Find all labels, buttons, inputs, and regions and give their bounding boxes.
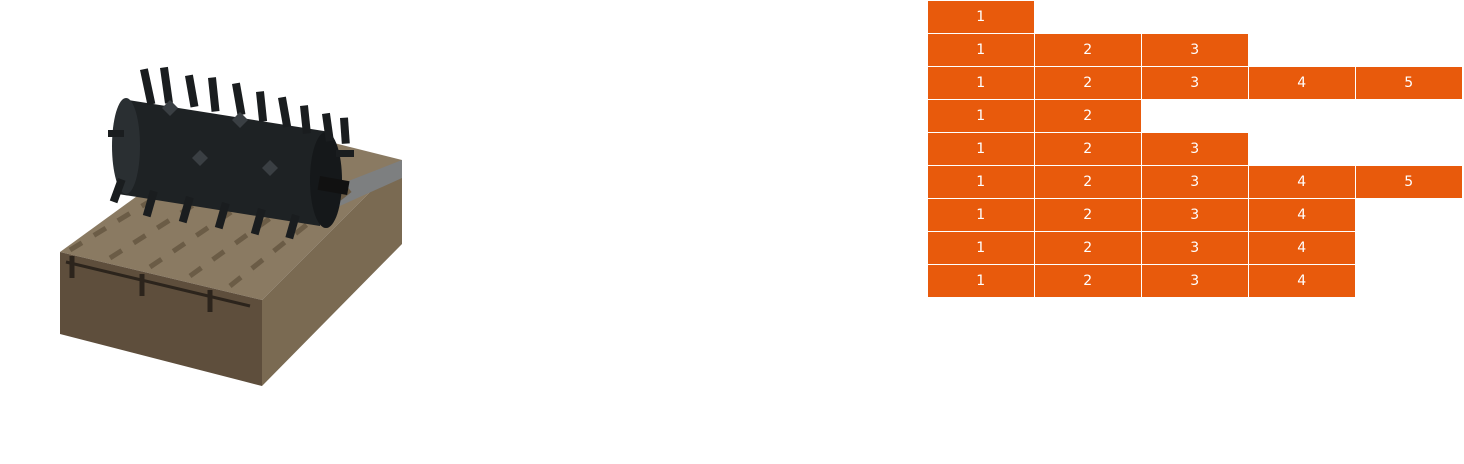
grid-row bbox=[928, 100, 1463, 132]
grid-cell: 3 bbox=[1142, 133, 1248, 165]
grid-cell: 2 bbox=[1035, 166, 1141, 198]
grid-cell: 5 bbox=[1356, 67, 1462, 99]
grid-cell: 5 bbox=[1356, 166, 1462, 198]
grid-cell: 1 bbox=[928, 67, 1034, 99]
grid-row bbox=[928, 67, 1463, 99]
grid-cell: 3 bbox=[1142, 34, 1248, 66]
grid-cell: 1 bbox=[928, 1, 1034, 33]
grid-cell: 1 bbox=[928, 232, 1034, 264]
grid-cell: 3 bbox=[1142, 199, 1248, 231]
grid-cell: 1 bbox=[928, 199, 1034, 231]
grid-cell: 1 bbox=[928, 133, 1034, 165]
grid-cell: 2 bbox=[1035, 100, 1141, 132]
grid-cell: 2 bbox=[1035, 67, 1141, 99]
grid-cell: 3 bbox=[1142, 232, 1248, 264]
grid-cell: 1 bbox=[928, 34, 1034, 66]
grid-cell: 4 bbox=[1249, 265, 1355, 297]
grid-cell: 1 bbox=[928, 166, 1034, 198]
grid-cell: 2 bbox=[1035, 199, 1141, 231]
grid-row bbox=[928, 232, 1463, 264]
grid-row bbox=[928, 1, 1463, 33]
grid-row bbox=[928, 199, 1463, 231]
grid-cell: 2 bbox=[1035, 232, 1141, 264]
grid-row bbox=[928, 133, 1463, 165]
soil-tiller-roller-icon bbox=[0, 0, 460, 420]
grid-cell: 1 bbox=[928, 100, 1034, 132]
grid-cell: 4 bbox=[1249, 199, 1355, 231]
grid-cell: 4 bbox=[1249, 232, 1355, 264]
grid-cell: 1 bbox=[928, 265, 1034, 297]
grid-row bbox=[928, 265, 1463, 297]
grid-row bbox=[928, 166, 1463, 198]
grid-cell: 2 bbox=[1035, 265, 1141, 297]
grid-cell: 4 bbox=[1249, 67, 1355, 99]
grid-cell: 3 bbox=[1142, 265, 1248, 297]
number-grid bbox=[928, 1, 1463, 298]
grid-cell: 3 bbox=[1142, 67, 1248, 99]
grid-cell: 4 bbox=[1249, 166, 1355, 198]
grid-row bbox=[928, 34, 1463, 66]
grid-cell: 3 bbox=[1142, 166, 1248, 198]
grid-cell: 2 bbox=[1035, 133, 1141, 165]
grid-cell: 2 bbox=[1035, 34, 1141, 66]
